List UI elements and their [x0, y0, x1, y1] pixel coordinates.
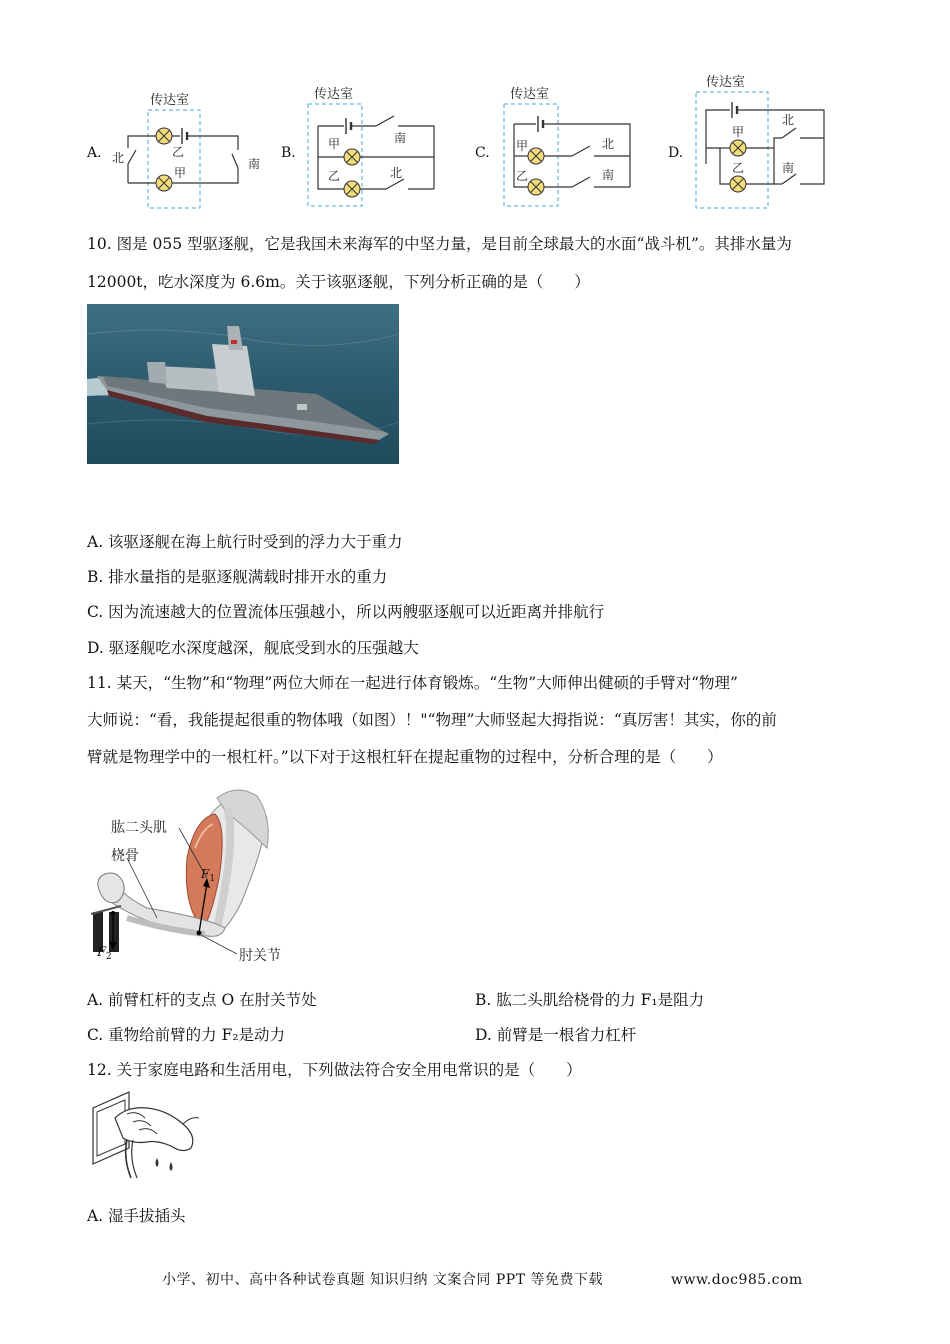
room-label: 传达室 — [510, 87, 550, 102]
option-c-label: C. — [475, 145, 490, 161]
south-label: 南 — [782, 161, 795, 175]
destroyer-photo — [87, 304, 399, 464]
q12-option-a: A. 湿手拔插头 — [87, 1207, 186, 1225]
north-label: 北 — [112, 151, 125, 165]
room-box — [148, 110, 200, 208]
yi-label: 乙 — [516, 169, 529, 183]
q11-option-d: D. 前臂是一根省力杠杆 — [475, 1026, 637, 1044]
q10-stem-line2: 12000t，吃水深度为 6.6m。关于该驱逐舰，下列分析正确的是（ ） — [87, 273, 590, 291]
q11-stem-line3: 臂就是物理学中的一根杠杆。”以下对于这根杠轩在提起重物的过程中，分析合理的是（ ） — [87, 748, 723, 766]
wet-hand-plug-figure — [87, 1088, 202, 1180]
room-label: 传达室 — [150, 93, 190, 108]
room-label: 传达室 — [706, 75, 746, 90]
biceps-label: 肱二头肌 — [111, 820, 167, 836]
arm-lever-figure — [87, 778, 317, 968]
q9-options-row — [0, 60, 950, 220]
footer-left: 小学、初中、高中各种试卷真题 知识归纳 文案合同 PPT 等免费下载 — [162, 1272, 603, 1288]
f1-label: $F_1$ — [201, 867, 216, 884]
circuit-c — [498, 82, 638, 212]
south-label: 南 — [394, 131, 407, 145]
footer-url[interactable]: www.doc985.com — [671, 1272, 803, 1288]
q10-option-a: A. 该驱逐舰在海上航行时受到的浮力大于重力 — [87, 533, 403, 551]
jia-label: 甲 — [732, 125, 745, 139]
q10-option-c: C. 因为流速越大的位置流体压强越小，所以两艘驱逐舰可以近距离并排航行 — [87, 603, 605, 621]
circuit-b — [302, 82, 442, 212]
q11-stem-line1: 11. 某天，“生物”和“物理”两位大师在一起进行体育锻炼。“生物”大师伸出健硕的手臂对“物理” — [87, 674, 738, 692]
option-a-label: A. — [87, 145, 102, 161]
q11-option-b: B. 肱二头肌给桡骨的力 F₁是阻力 — [475, 991, 705, 1009]
q12-stem: 12. 关于家庭电路和生活用电，下列做法符合安全用电常识的是（ ） — [87, 1061, 582, 1079]
jia-label: 甲 — [516, 139, 529, 153]
south-label: 南 — [248, 157, 261, 171]
room-label: 传达室 — [314, 87, 354, 102]
yi-label: 乙 — [732, 161, 745, 175]
yi-label: 乙 — [328, 169, 341, 183]
radius-label: 桡骨 — [111, 848, 139, 864]
q10-stem-line1: 10. 图是 055 型驱逐舰，它是我国未来海军的中坚力量，是目前全球最大的水面“战斗机”。其排水量为 — [87, 235, 792, 253]
q10-option-d: D. 驱逐舰吃水深度越深，舰底受到水的压强越大 — [87, 639, 419, 657]
elbow-label: 肘关节 — [239, 948, 281, 964]
south-label: 南 — [602, 168, 615, 182]
q10-option-b: B. 排水量指的是驱逐舰满载时排开水的重力 — [87, 568, 388, 586]
jia-label: 甲 — [174, 166, 187, 180]
q11-option-c: C. 重物给前臂的力 F₂是动力 — [87, 1026, 286, 1044]
q11-stem-line2: 大师说：“看，我能提起很重的物体哦（如图）！"“物理”大师竖起大拇指说：“真厉害！其实，你的前 — [87, 711, 777, 729]
north-label: 北 — [390, 166, 403, 180]
q11-option-a: A. 前臂杠杆的支点 O 在肘关节处 — [87, 991, 317, 1009]
option-b-label: B. — [281, 145, 296, 161]
north-label: 北 — [782, 113, 795, 127]
jia-label: 甲 — [328, 137, 341, 151]
circuit-a — [108, 88, 268, 213]
north-label: 北 — [602, 137, 615, 151]
option-d-label: D. — [668, 145, 684, 161]
circuit-d — [690, 68, 840, 212]
yi-label: 乙 — [172, 145, 185, 159]
f2-label: $F_2$ — [97, 945, 112, 962]
